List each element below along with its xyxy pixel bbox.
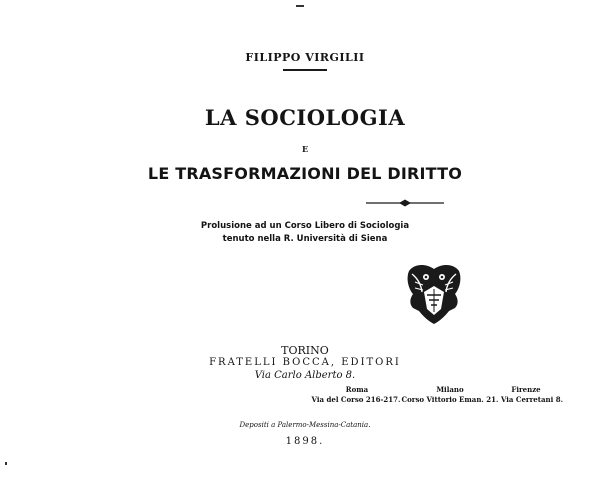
- branch-city-milano: Milano: [436, 385, 464, 394]
- branch-city-firenze: Firenze: [511, 385, 541, 394]
- author-rule: [283, 69, 327, 71]
- depositi-note: Depositi a Palermo-Messina-Catania.: [239, 421, 371, 429]
- ink-speck: [5, 462, 7, 465]
- subtitle-line-1: Prolusione ad un Corso Libero di Sociologia: [200, 221, 410, 231]
- title-line-1: LA SOCIOLOGIA: [204, 105, 406, 130]
- branch-address-milano: Corso Vittorio Eman. 21.: [401, 395, 499, 404]
- subtitle-line-2: tenuto nella R. Università di Siena: [222, 234, 388, 244]
- publisher-emblem-icon: [405, 262, 463, 326]
- ornamental-rule: [366, 198, 444, 208]
- publication-year: 1898.: [285, 436, 325, 447]
- title-conjunction: E: [301, 144, 309, 154]
- branch-city-roma: Roma: [345, 385, 369, 394]
- author-name: FILIPPO VIRGILII: [245, 51, 365, 64]
- ink-speck: [296, 5, 304, 7]
- title-line-2: LE TRASFORMAZIONI DEL DIRITTO: [147, 164, 463, 183]
- publisher-street: Via Carlo Alberto 8.: [254, 370, 356, 381]
- imprint-city: TORINO: [281, 344, 329, 357]
- branch-address-firenze: Via Cerretani 8.: [500, 395, 564, 404]
- branch-address-roma: Via del Corso 216-217.: [311, 395, 401, 404]
- publisher-name: FRATELLI BOCCA, EDITORI: [209, 357, 401, 368]
